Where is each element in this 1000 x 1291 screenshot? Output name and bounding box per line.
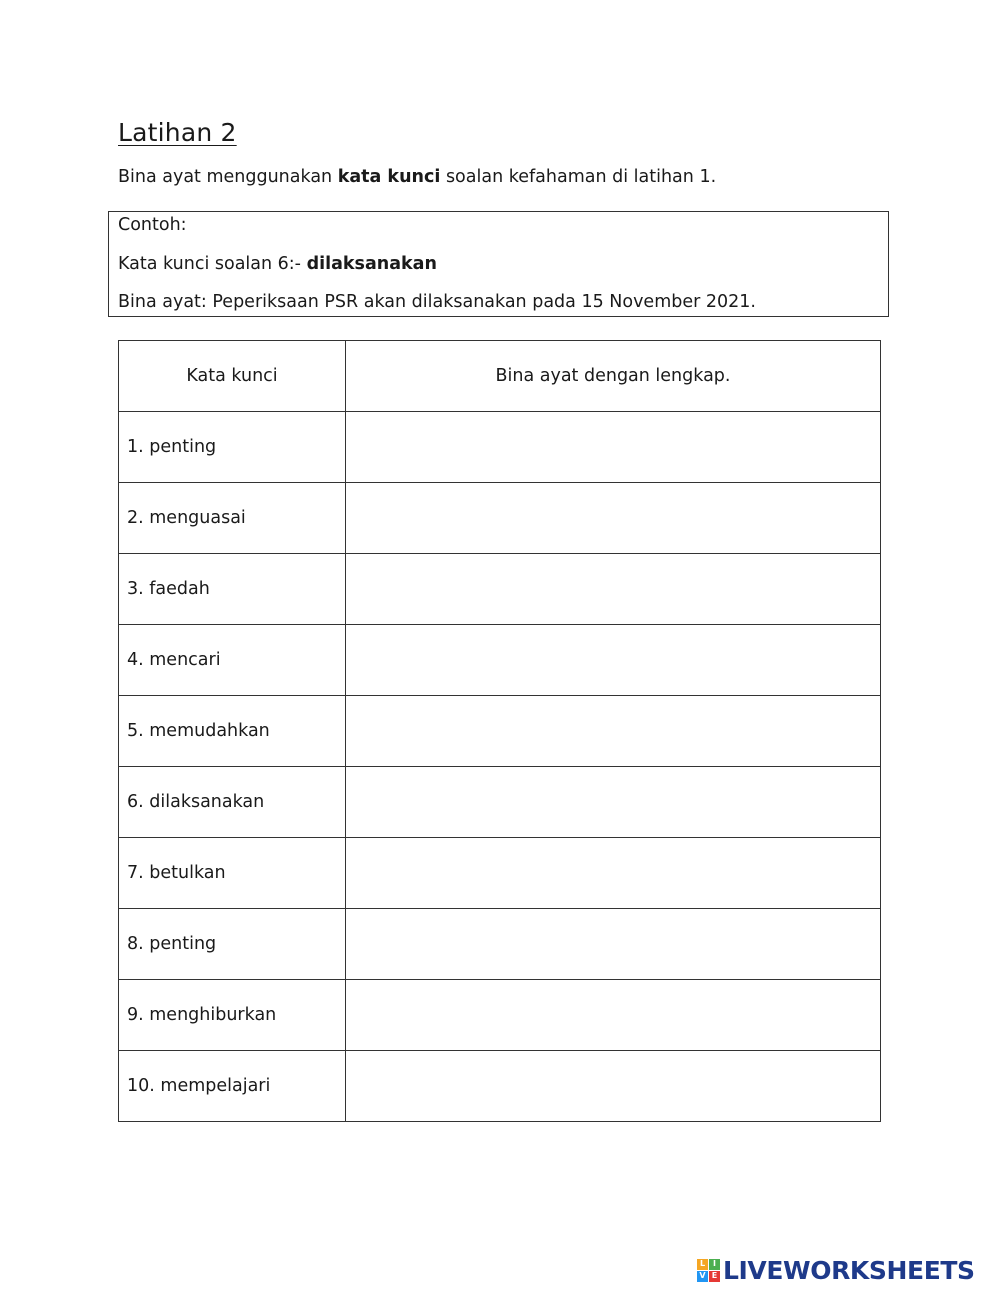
example-box [108, 211, 889, 317]
table-row [119, 1051, 881, 1122]
example-heading: Contoh: [118, 215, 187, 235]
answer-cell[interactable] [346, 483, 881, 554]
logo-text: LIVEWORKSHEETS [723, 1255, 975, 1285]
instruction-before: Bina ayat menggunakan [118, 167, 338, 187]
keyword-cell: 8. penting [119, 909, 346, 980]
answer-table [118, 340, 881, 1122]
table-header-row [119, 341, 881, 412]
keyword-cell: 4. mencari [119, 625, 346, 696]
logo-blocks-icon [697, 1259, 720, 1282]
example-keyword-line [118, 254, 437, 274]
keyword-cell: 9. menghiburkan [119, 980, 346, 1051]
example-keyword-label: Kata kunci soalan 6:- [118, 254, 307, 274]
table-row [119, 412, 881, 483]
table-row [119, 980, 881, 1051]
answer-cell[interactable] [346, 625, 881, 696]
instruction-after: soalan kefahaman di latihan 1. [440, 167, 717, 187]
answer-cell[interactable] [346, 1051, 881, 1122]
table-row [119, 838, 881, 909]
answer-cell[interactable] [346, 696, 881, 767]
keyword-cell: 5. memudahkan [119, 696, 346, 767]
instruction-bold-keyword: kata kunci [337, 167, 441, 187]
answer-cell[interactable] [346, 767, 881, 838]
answer-cell[interactable] [346, 412, 881, 483]
instruction-text [118, 167, 716, 187]
keyword-cell: 3. faedah [119, 554, 346, 625]
example-sentence: Bina ayat: Peperiksaan PSR akan dilaksanakan pada 15 November 2021. [118, 292, 756, 312]
keyword-cell: 6. dilaksanakan [119, 767, 346, 838]
table-row [119, 625, 881, 696]
keyword-cell: 1. penting [119, 412, 346, 483]
answer-cell[interactable] [346, 909, 881, 980]
table-row [119, 554, 881, 625]
logo-block-e: E [709, 1271, 720, 1282]
logo-block-l: L [697, 1259, 708, 1270]
example-keyword-value: dilaksanakan [306, 254, 437, 274]
keyword-cell: 2. menguasai [119, 483, 346, 554]
header-sentence: Bina ayat dengan lengkap. [346, 341, 881, 412]
answer-cell[interactable] [346, 980, 881, 1051]
logo-block-v: V [697, 1271, 708, 1282]
keyword-cell: 10. mempelajari [119, 1051, 346, 1122]
worksheet-title: Latihan 2 [118, 118, 237, 147]
logo-block-i: I [709, 1259, 720, 1270]
keyword-cell: 7. betulkan [119, 838, 346, 909]
answer-cell[interactable] [346, 554, 881, 625]
table-row [119, 767, 881, 838]
table-row [119, 909, 881, 980]
table-row [119, 696, 881, 767]
liveworksheets-logo [697, 1253, 975, 1287]
table-row [119, 483, 881, 554]
answer-cell[interactable] [346, 838, 881, 909]
header-keyword: Kata kunci [119, 341, 346, 412]
